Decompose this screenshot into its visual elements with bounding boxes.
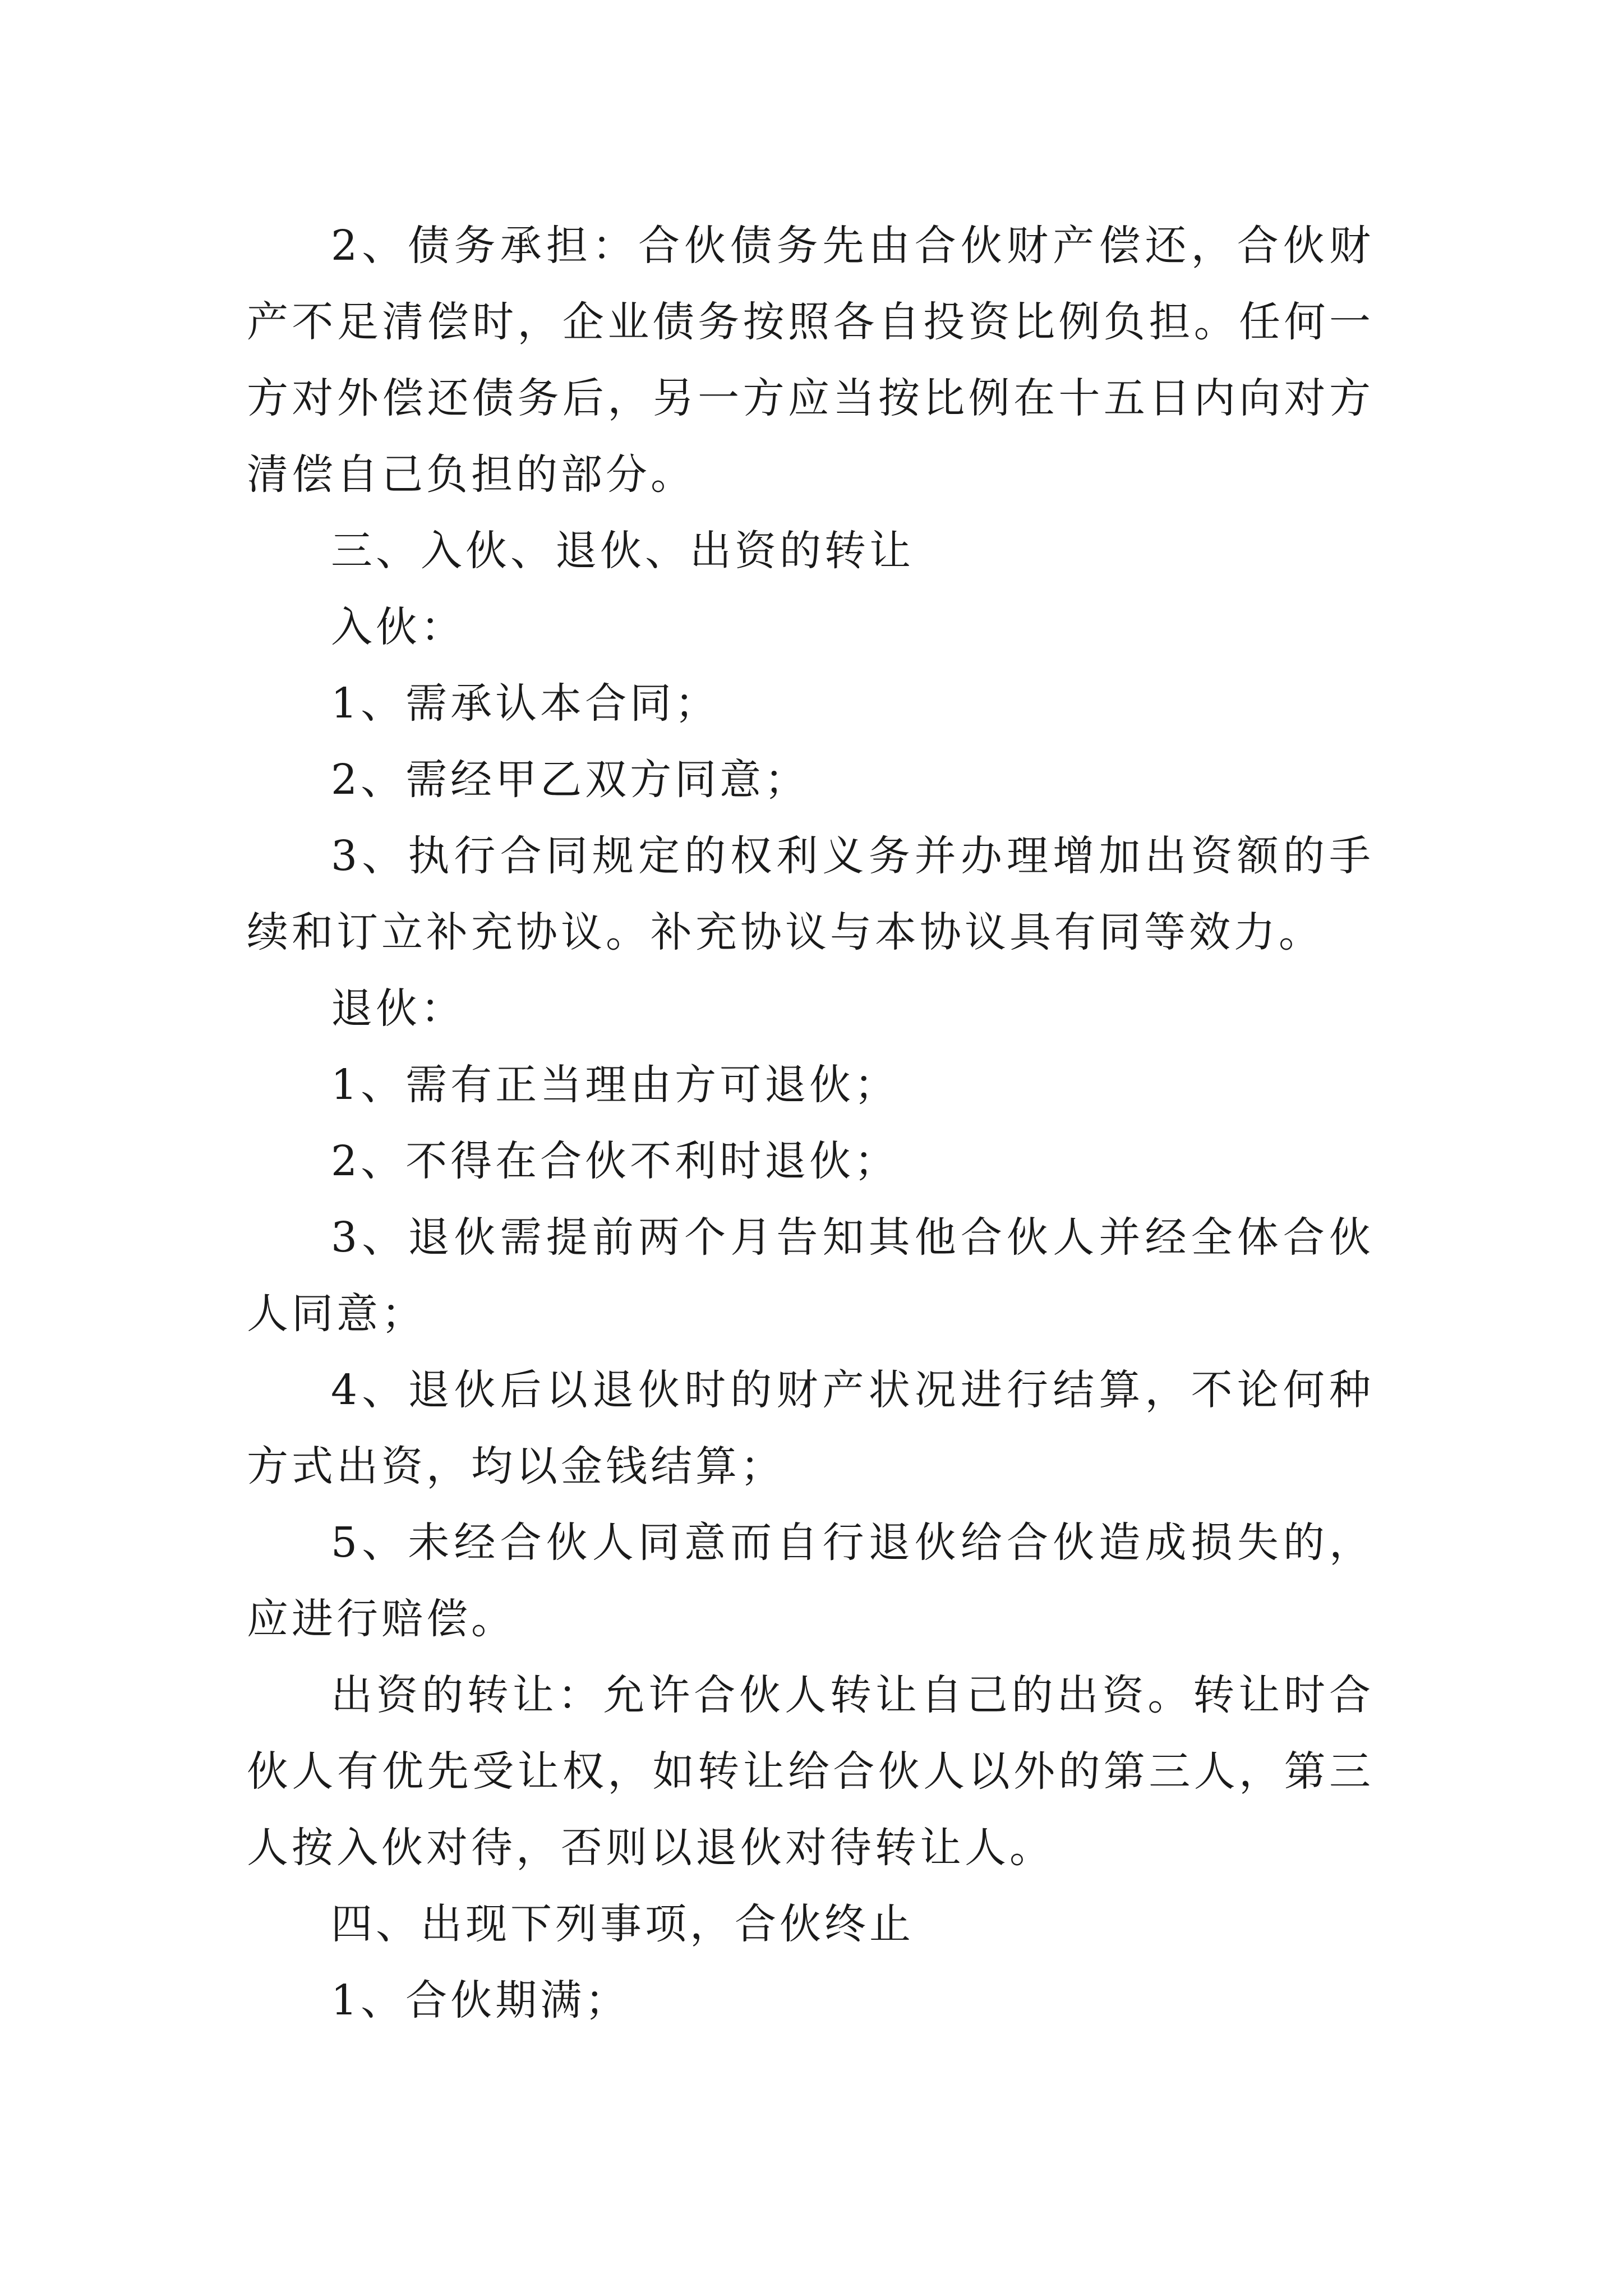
paragraph-debt-bearing: 2、债务承担：合伙债务先由合伙财产偿还，合伙财产不足清偿时，企业债务按照各自投资比例负担。任何一方对外偿还债务后，另一方应当按比例在十五日内向对方清偿自己负担的部分。 [247,222,1374,499]
list-item-withdrawal-5: 5、未经合伙人同意而自行退伙给合伙造成损失的，应进行赔偿。 [247,1519,1374,1643]
list-item-withdrawal-4: 4、退伙后以退伙时的财产状况进行结算，不论何种方式出资，均以金钱结算； [247,1366,1374,1490]
subheading-withdrawal: 退伙： [331,984,465,1033]
list-item-withdrawal-2: 2、不得在合伙不利时退伙； [331,1137,900,1185]
list-item-joining-1: 1、需承认本合同； [331,679,720,728]
list-item-joining-2: 2、需经甲乙双方同意； [331,756,810,804]
subheading-joining: 入伙： [331,603,465,651]
list-item-withdrawal-1: 1、需有正当理由方可退伙； [331,1061,900,1109]
paragraph-capital-transfer: 出资的转让：允许合伙人转让自己的出资。转让时合伙人有优先受让权，如转让给合伙人以外的第三人，第三人按入伙对待，否则以退伙对待转让人。 [247,1671,1374,1872]
list-item-joining-3: 3、执行合同规定的权利义务并办理增加出资额的手续和订立补充协议。补充协议与本协议具有同等效力。 [247,832,1374,956]
section-heading-joining-withdrawal-transfer: 三、入伙、退伙、出资的转让 [331,527,914,575]
list-item-termination-1: 1、合伙期满； [331,1976,630,2024]
list-item-withdrawal-3: 3、退伙需提前两个月告知其他合伙人并经全体合伙人同意； [247,1213,1374,1338]
document-page [247,208,1374,2039]
section-heading-termination: 四、出现下列事项，合伙终止 [331,1900,914,1948]
